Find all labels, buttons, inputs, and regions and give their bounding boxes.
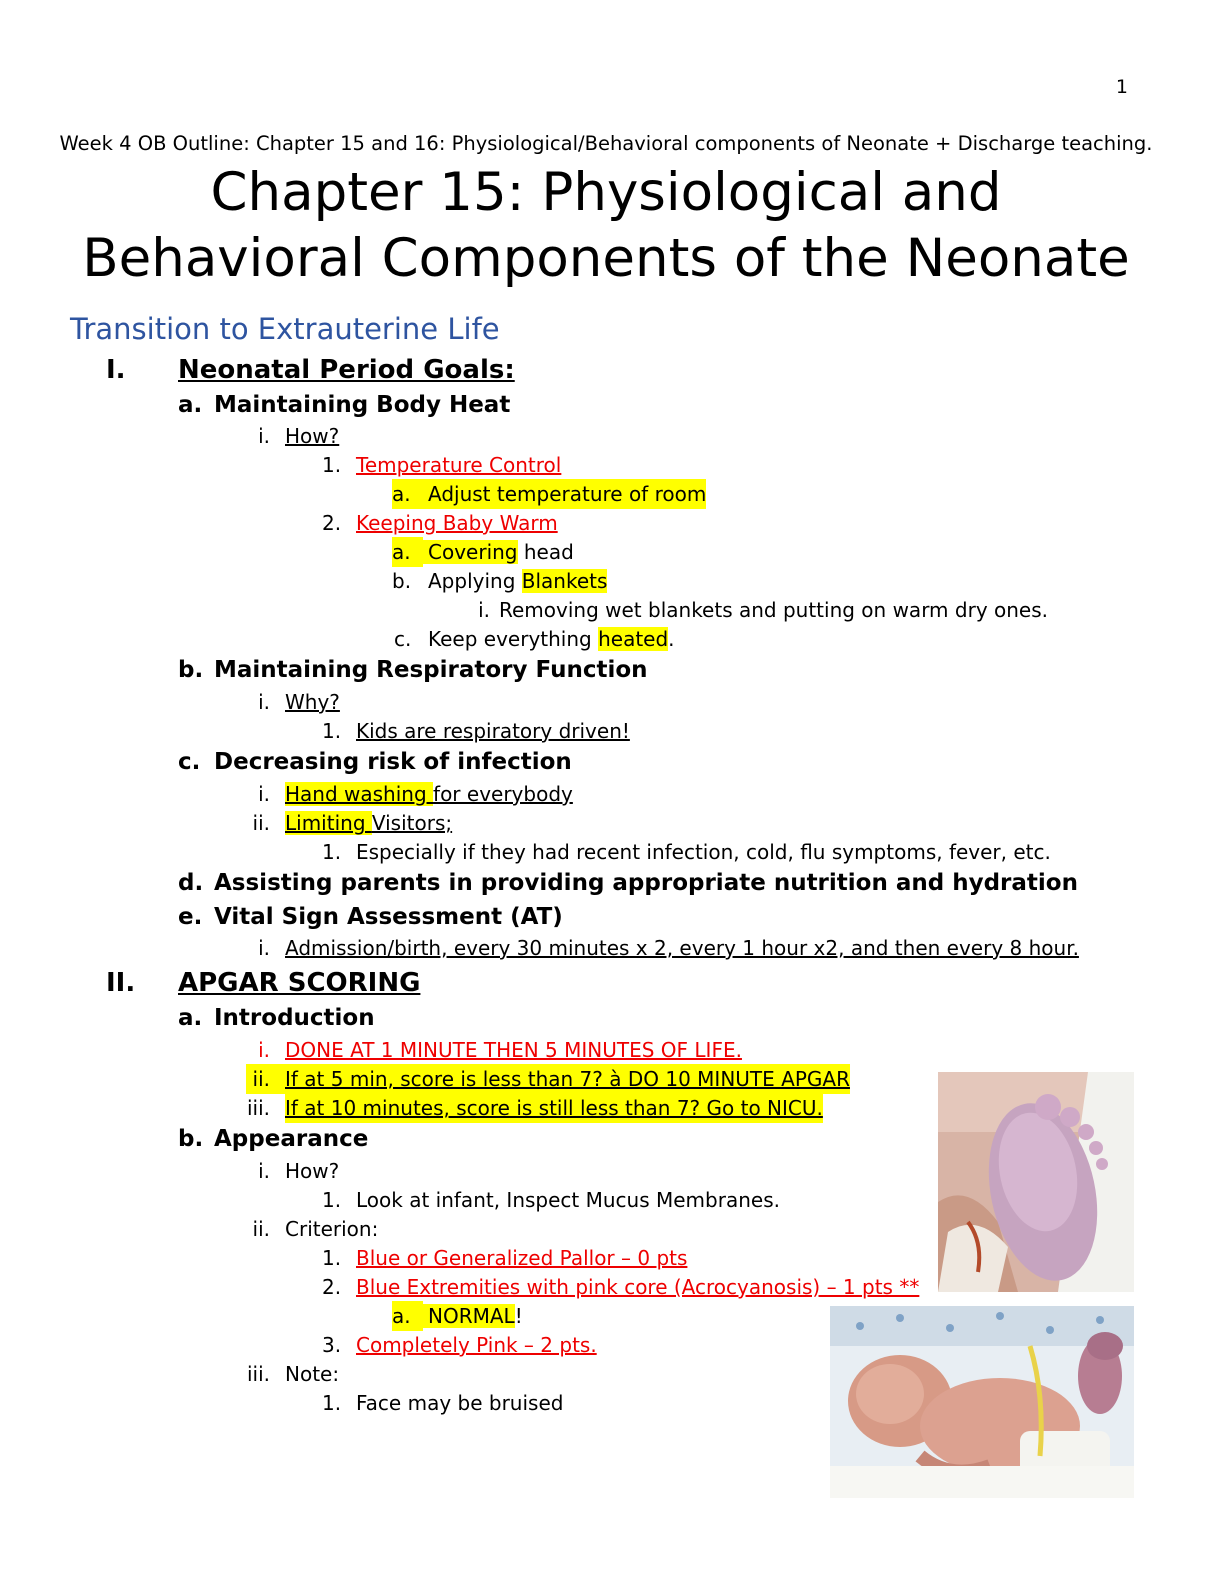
outline-text: Applying	[428, 569, 522, 593]
outline-numeral: II.	[106, 968, 136, 998]
outline-text: Introduction	[214, 1005, 375, 1031]
outline-numeral: i.	[258, 1159, 270, 1183]
outline-letter: d.	[178, 870, 204, 896]
outline-text: DONE AT 1 MINUTE THEN 5 MINUTES OF LIFE.	[285, 1038, 742, 1062]
outline-text: If at 10 minutes, score is still less than 7? Go to NICU.	[285, 1093, 823, 1123]
outline-text: Assisting parents in providing appropriate nutrition and hydration	[214, 870, 1078, 896]
outline-text: Decreasing risk of infection	[214, 749, 572, 775]
outline-letter: a.	[178, 1005, 203, 1031]
outline-text: head	[517, 540, 574, 564]
page-number: 1	[1115, 76, 1128, 98]
outline-text: for everybody	[433, 782, 573, 806]
outline-text: Vital Sign Assessment (AT)	[214, 904, 563, 930]
outline-numeral: iii.	[246, 1362, 270, 1386]
outline-text: Appearance	[214, 1126, 369, 1152]
outline-text: Maintaining Body Heat	[214, 392, 511, 418]
outline-heading: APGAR SCORING	[178, 968, 421, 998]
outline-text: How?	[285, 1159, 340, 1183]
outline-text: Maintaining Respiratory Function	[214, 657, 648, 683]
outline-numeral: ii.	[252, 811, 270, 835]
outline-number: 1.	[322, 1391, 342, 1415]
infant-foot-photo	[938, 1072, 1134, 1292]
outline-numeral: i.	[258, 1038, 270, 1062]
newborn-infant-photo	[830, 1306, 1134, 1498]
outline-numeral: ii.	[252, 1217, 270, 1241]
chapter-title-line-2: Behavioral Components of the Neonate	[82, 228, 1130, 289]
outline-letter: b.	[178, 657, 204, 683]
outline-numeral: i.	[258, 782, 270, 806]
outline-letter: c.	[394, 627, 412, 651]
highlighted-text: Hand washing	[285, 782, 434, 806]
section-heading: Transition to Extrauterine Life	[70, 312, 500, 346]
outline-text: Look at infant, Inspect Mucus Membranes.	[356, 1188, 780, 1212]
outline-number: 2.	[322, 1275, 342, 1299]
outline-number: 1.	[322, 453, 342, 477]
outline-text: How?	[285, 424, 340, 448]
outline-text: Temperature Control	[356, 453, 562, 477]
outline-number: 1.	[322, 719, 342, 743]
outline-letter: a.	[392, 537, 423, 567]
highlighted-text: Blankets	[521, 569, 608, 593]
outline-letter: a.	[392, 479, 423, 509]
highlighted-text: heated	[598, 627, 669, 651]
outline-number: 1.	[322, 840, 342, 864]
outline-text: Visitors;	[371, 811, 453, 835]
outline-text: Kids are respiratory driven!	[356, 719, 630, 743]
outline-number: 2.	[322, 511, 342, 535]
outline-text: Face may be bruised	[356, 1391, 564, 1415]
outline-numeral: i.	[258, 936, 270, 960]
outline-numeral: i.	[258, 424, 270, 448]
outline-number: 3.	[322, 1333, 342, 1357]
outline-text: Blue Extremities with pink core (Acrocyanosis) – 1 pts **	[356, 1275, 920, 1299]
outline-numeral: ii.	[246, 1064, 285, 1094]
outline-text: !	[514, 1304, 523, 1328]
highlighted-text: Limiting	[285, 811, 372, 835]
outline-numeral: I.	[106, 355, 126, 385]
highlighted-text: Covering	[418, 540, 518, 564]
outline-numeral: iii.	[246, 1096, 270, 1120]
outline-text: Keep everything	[428, 627, 599, 651]
outline-text: .	[668, 627, 675, 651]
chapter-title-line-1: Chapter 15: Physiological and	[210, 162, 1002, 223]
outline-text: Completely Pink – 2 pts.	[356, 1333, 597, 1357]
outline-number: 1.	[322, 1246, 342, 1270]
outline-heading: Neonatal Period Goals:	[178, 355, 515, 385]
outline-text: Adjust temperature of room	[418, 479, 706, 509]
outline-text: Why?	[285, 690, 340, 714]
outline-text: Criterion:	[285, 1217, 379, 1241]
outline-text: Removing wet blankets and putting on warm dry ones.	[499, 598, 1049, 622]
outline-letter: b.	[392, 569, 412, 593]
document-subtitle: Week 4 OB Outline: Chapter 15 and 16: Physiological/Behavioral components of Neonate + Discharge teaching.	[59, 132, 1153, 155]
outline-text: Note:	[285, 1362, 340, 1386]
outline-text: Blue or Generalized Pallor – 0 pts	[356, 1246, 688, 1270]
highlighted-text: NORMAL	[418, 1304, 515, 1328]
outline-text: If at 5 min, score is less than 7? à DO 10 MINUTE APGAR	[285, 1064, 850, 1094]
outline-letter: e.	[178, 904, 203, 930]
outline-text: Admission/birth, every 30 minutes x 2, every 1 hour x2, and then every 8 hour.	[285, 936, 1079, 960]
outline-letter: c.	[178, 749, 201, 775]
outline-letter: a.	[178, 392, 203, 418]
outline-text: Especially if they had recent infection, cold, flu symptoms, fever, etc.	[356, 840, 1051, 864]
outline-text: Keeping Baby Warm	[356, 511, 558, 535]
outline-numeral: i.	[478, 598, 490, 622]
outline-numeral: i.	[258, 690, 270, 714]
outline-letter: a.	[392, 1301, 423, 1331]
outline-letter: b.	[178, 1126, 204, 1152]
outline-number: 1.	[322, 1188, 342, 1212]
